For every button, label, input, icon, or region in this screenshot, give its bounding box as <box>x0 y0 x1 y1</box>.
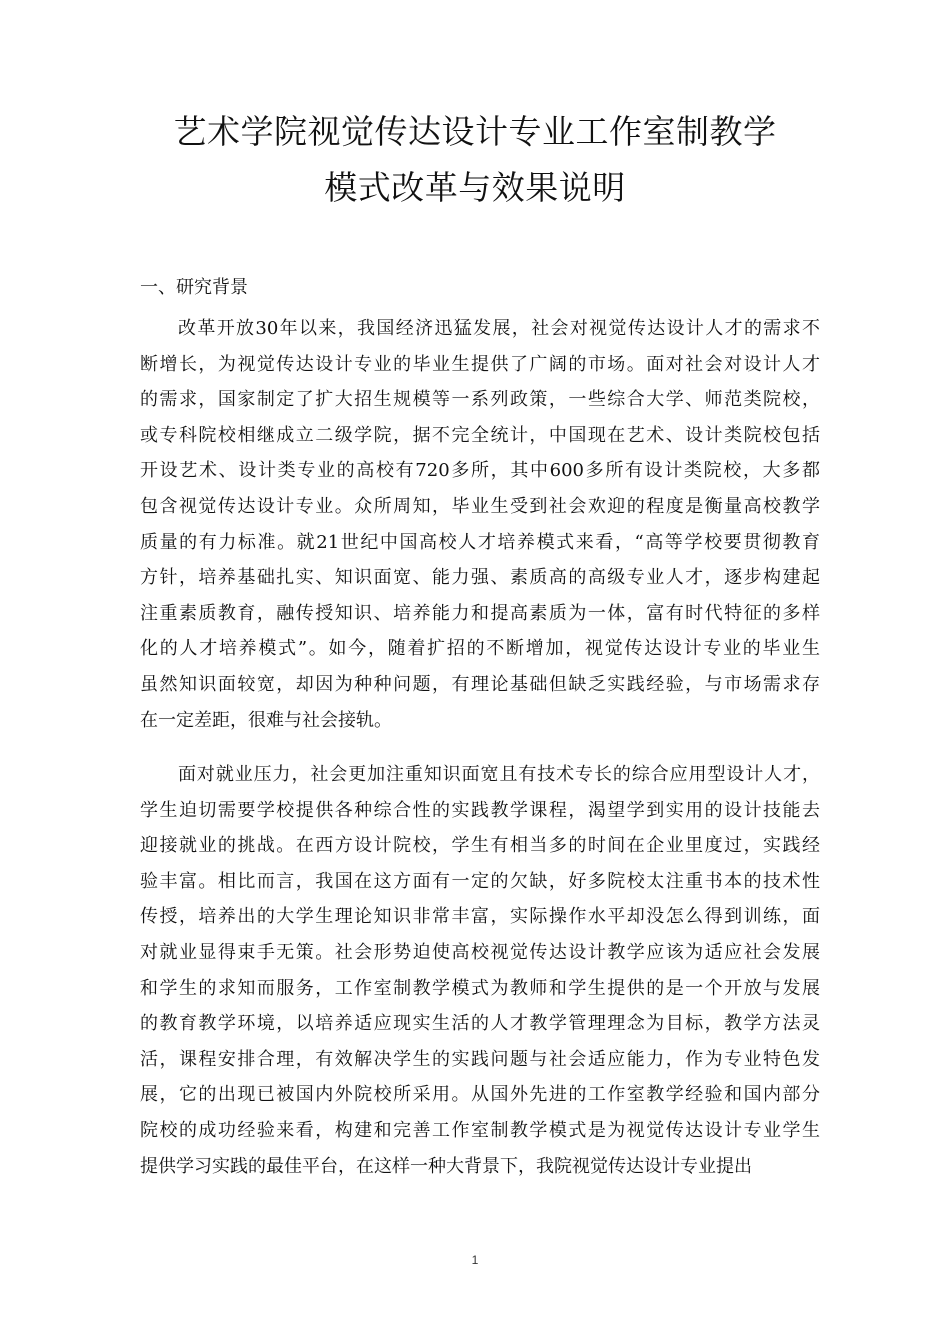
paragraph-line: 对就业显得束手无策。社会形势迫使高校视觉传达设计教学应该为适应社会发展 <box>140 941 820 963</box>
paragraph-line: 开设艺术、设计类专业的高校有720多所，其中600多所有设计类院校，大多都 <box>140 460 820 482</box>
paragraph-line: 包含视觉传达设计专业。众所周知，毕业生受到社会欢迎的程度是衡量高校教学 <box>140 495 820 517</box>
paragraph-line: 在一定差距，很难与社会接轨。 <box>140 709 392 731</box>
page-number: 1 <box>471 1253 479 1267</box>
section-heading: 一、研究背景 <box>140 277 248 298</box>
title-line: 模式改革与效果说明 <box>324 168 626 207</box>
paragraph-line: 虽然知识面较宽，却因为种种问题，有理论基础但缺乏实践经验，与市场需求存 <box>140 673 820 695</box>
paragraph-line: 的需求，国家制定了扩大招生规模等一系列政策，一些综合大学、师范类院校， <box>140 389 820 411</box>
paragraph-2 <box>140 757 820 1184</box>
paragraph-line: 方针，培养基础扎实、知识面宽、能力强、素质高的高级专业人才，逐步构建起 <box>140 567 820 589</box>
paragraph-line: 和学生的求知而服务，工作室制教学模式为教师和学生提供的是一个开放与发展 <box>140 977 820 999</box>
paragraph-line: 学生迫切需要学校提供各种综合性的实践教学课程，渴望学到实用的设计技能去 <box>140 799 820 821</box>
title-line: 艺术学院视觉传达设计专业工作室制教学 <box>173 112 777 151</box>
document-title <box>100 104 850 216</box>
paragraph-line: 迎接就业的挑战。在西方设计院校，学生有相当多的时间在企业里度过，实践经 <box>140 835 820 857</box>
paragraph-line: 的教育教学环境，以培养适应现实生活的人才教学管理理念为目标，教学方法灵 <box>140 1013 820 1035</box>
paragraph-line: 院校的成功经验来看，构建和完善工作室制教学模式是为视觉传达设计专业学生 <box>140 1119 820 1141</box>
paragraph-line: 验丰富。相比而言，我国在这方面有一定的欠缺，好多院校太注重书本的技术性 <box>140 870 820 892</box>
paragraph-1 <box>140 311 820 738</box>
paragraph-line: 提供学习实践的最佳平台，在这样一种大背景下，我院视觉传达设计专业提出 <box>140 1155 752 1177</box>
paragraph-line: 断增长，为视觉传达设计专业的毕业生提供了广阔的市场。面对社会对设计人才 <box>140 353 820 375</box>
paragraph-line: 传授，培养出的大学生理论知识非常丰富，实际操作水平却没怎么得到训练，面 <box>140 906 820 928</box>
paragraph-line: 化的人才培养模式”。如今，随着扩招的不断增加，视觉传达设计专业的毕业生 <box>140 638 820 660</box>
paragraph-line: 注重素质教育，融传授知识、培养能力和提高素质为一体，富有时代特征的多样 <box>140 602 820 624</box>
paragraph-line: 质量的有力标准。就21世纪中国高校人才培养模式来看，“高等学校要贯彻教育 <box>140 531 820 553</box>
paragraph-line: 展，它的出现已被国内外院校所采用。从国外先进的工作室教学经验和国内部分 <box>140 1084 820 1106</box>
paragraph-line: 活，课程安排合理，有效解决学生的实践问题与社会适应能力，作为专业特色发 <box>140 1048 820 1070</box>
paragraph-line: 或专科院校相继成立二级学院，据不完全统计，中国现在艺术、设计类院校包括 <box>140 424 820 446</box>
paragraph-line: 改革开放30年以来，我国经济迅猛发展，社会对视觉传达设计人才的需求不 <box>178 318 820 339</box>
paragraph-line: 面对就业压力，社会更加注重知识面宽且有技术专长的综合应用型设计人才， <box>178 764 820 785</box>
